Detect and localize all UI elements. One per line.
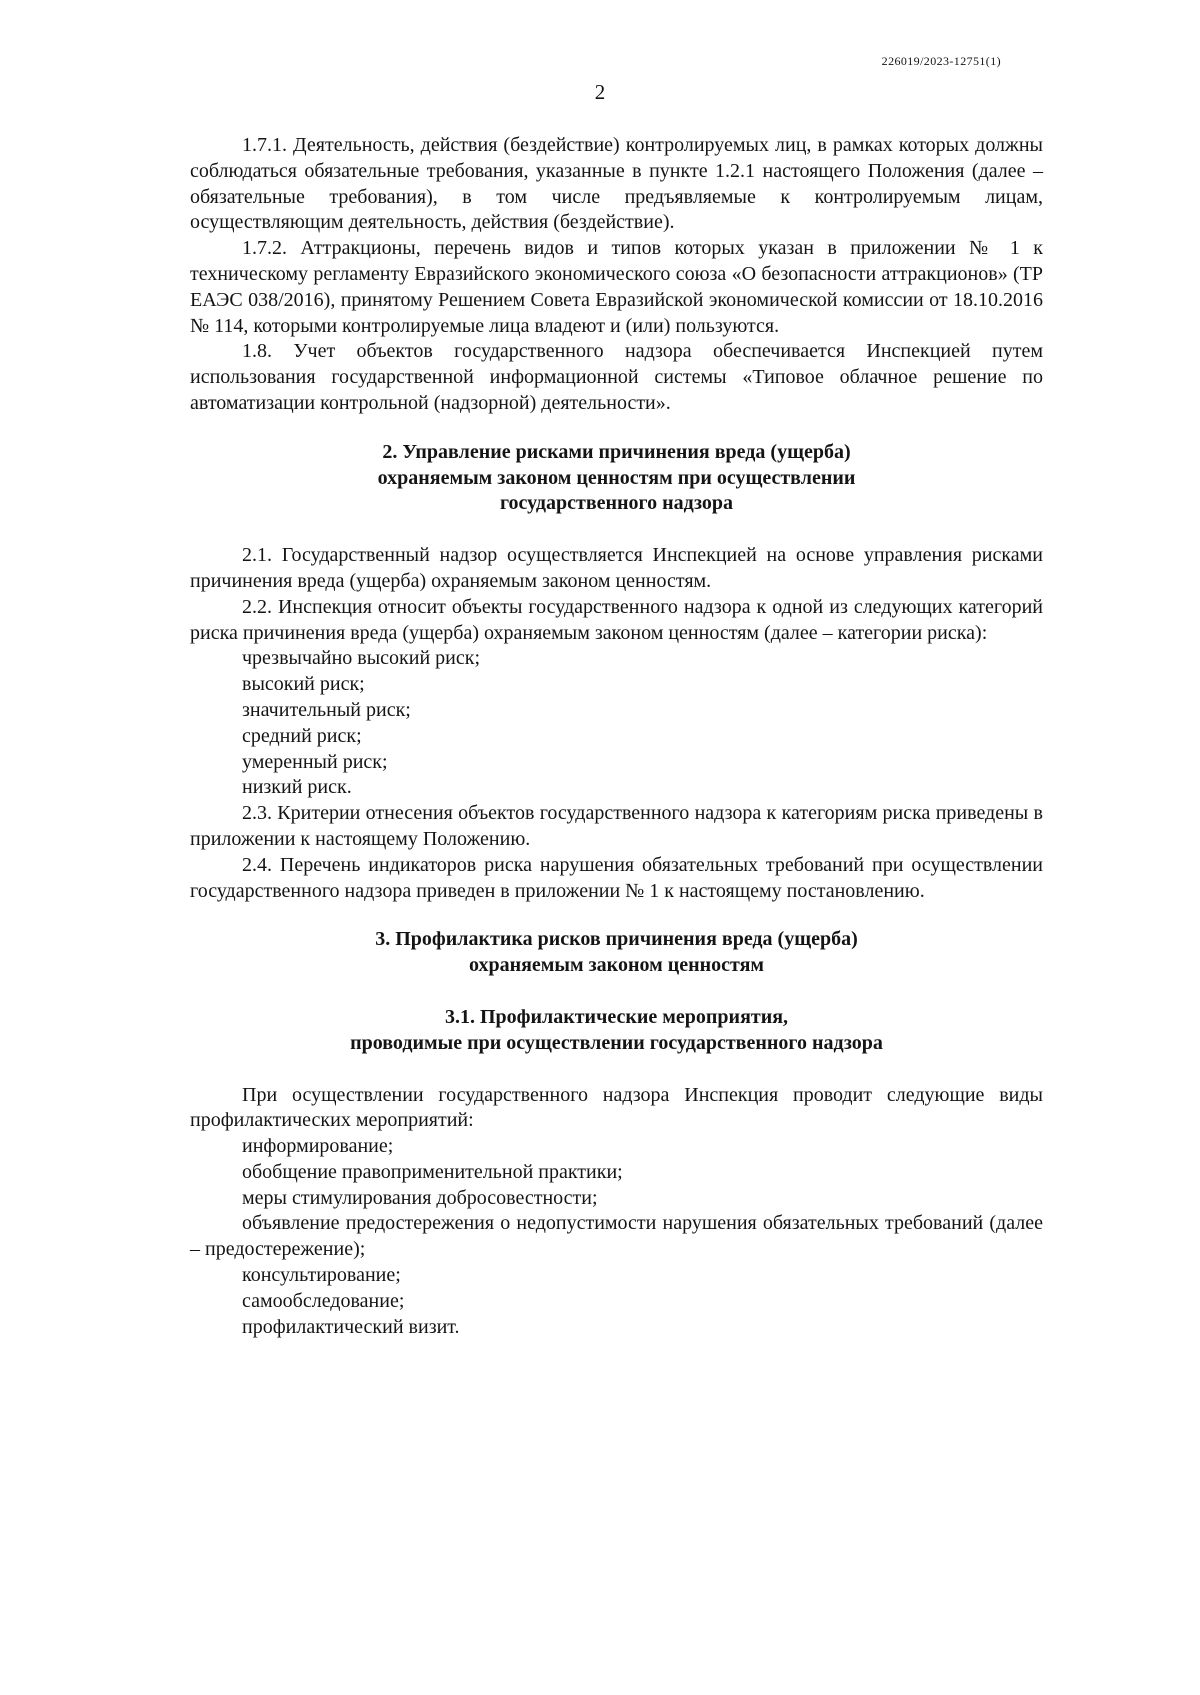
risk-category-item: низкий риск. <box>242 776 352 799</box>
subsection-3-1-title-line: проводимые при осуществлении государственного надзора <box>350 1031 883 1054</box>
paragraph-1-8: 1.8. Учет объектов государственного надзора обеспечивается Инспекцией путем использования государственной информационной системы «Типовое облачное решение по автоматизации контрольной (надзорной) деятельности». <box>190 340 1043 414</box>
section-2-title-line: 2. Управление рисками причинения вреда (ущерба) <box>382 440 851 463</box>
document-number: 226019/2023-12751(1) <box>881 54 1001 68</box>
section-2-heading <box>190 440 1043 517</box>
paragraph-3-1-intro: При осуществлении государственного надзора Инспекция проводит следующие виды профилактических мероприятий: <box>190 1083 1043 1132</box>
section-2-title-line: государственного надзора <box>499 492 734 515</box>
paragraph-1-7-2: 1.7.2. Аттракционы, перечень видов и типов которых указан в приложении № 1 к техническому регламенту Евразийского экономического союза «О безопасности аттракционов» (ТР ЕАЭС 038/2016), принятому Решением Совета Евразийской экономической комиссии от 18.10.2016 № 114, которыми контролируемые лица владеют и (или) пользуются. <box>190 237 1043 337</box>
paragraph-2-3: 2.3. Критерии отнесения объектов государственного надзора к категориям риска приведены в приложении к настоящему Положению. <box>190 802 1043 850</box>
prevention-measure-item: профилактический визит. <box>242 1315 460 1338</box>
section-2-title-line: охраняемым законом ценностям при осуществлении <box>377 466 856 489</box>
risk-category-item: умеренный риск; <box>242 750 388 773</box>
section-3-title-line: 3. Профилактика рисков причинения вреда (ущерба) <box>375 928 858 951</box>
paragraph-2-2: 2.2. Инспекция относит объекты государственного надзора к одной из следующих категорий риска причинения вреда (ущерба) охраняемым законом ценностям (далее – категории риска): <box>190 595 1043 644</box>
paragraph-1-7-1: 1.7.1. Деятельность, действия (бездействие) контролируемых лиц, в рамках которых должны соблюдаться обязательные требования, указанные в пункте 1.2.1 настоящего Положения (далее – обязательные требования), в том числе предъявляемые к контролируемым лицам, осуществляющим деятельность, действия (бездействие). <box>190 134 1043 234</box>
subsection-3-1-heading <box>190 1005 1043 1057</box>
risk-category-item: значительный риск; <box>242 698 411 721</box>
prevention-measure-item: меры стимулирования добросовестности; <box>242 1186 598 1209</box>
section-3-heading <box>190 927 1043 979</box>
prevention-measure-item: самообследование; <box>242 1289 405 1312</box>
page-number: 2 <box>594 80 606 104</box>
paragraph-2-1: 2.1. Государственный надзор осуществляется Инспекцией на основе управления рисками причинения вреда (ущерба) охраняемым законом ценностям. <box>190 544 1043 592</box>
prevention-measure-item: обобщение правоприменительной практики; <box>242 1160 623 1183</box>
risk-category-item: средний риск; <box>242 724 362 747</box>
document-body <box>190 133 1043 1340</box>
prevention-measure-item: консультирование; <box>242 1264 401 1287</box>
subsection-3-1-title-line: 3.1. Профилактические мероприятия, <box>444 1005 789 1028</box>
prevention-measure-warning: объявление предостережения о недопустимости нарушения обязательных требований (далее – предостережение); <box>190 1212 1043 1261</box>
section-3-title-line: охраняемым законом ценностям <box>468 954 765 977</box>
prevention-measure-item: информирование; <box>242 1135 394 1158</box>
paragraph-2-4: 2.4. Перечень индикаторов риска нарушения обязательных требований при осуществлении государственного надзора приведен в приложении № 1 к настоящему постановлению. <box>190 853 1043 902</box>
risk-category-item: чрезвычайно высокий риск; <box>242 647 481 670</box>
risk-category-item: высокий риск; <box>242 673 365 696</box>
